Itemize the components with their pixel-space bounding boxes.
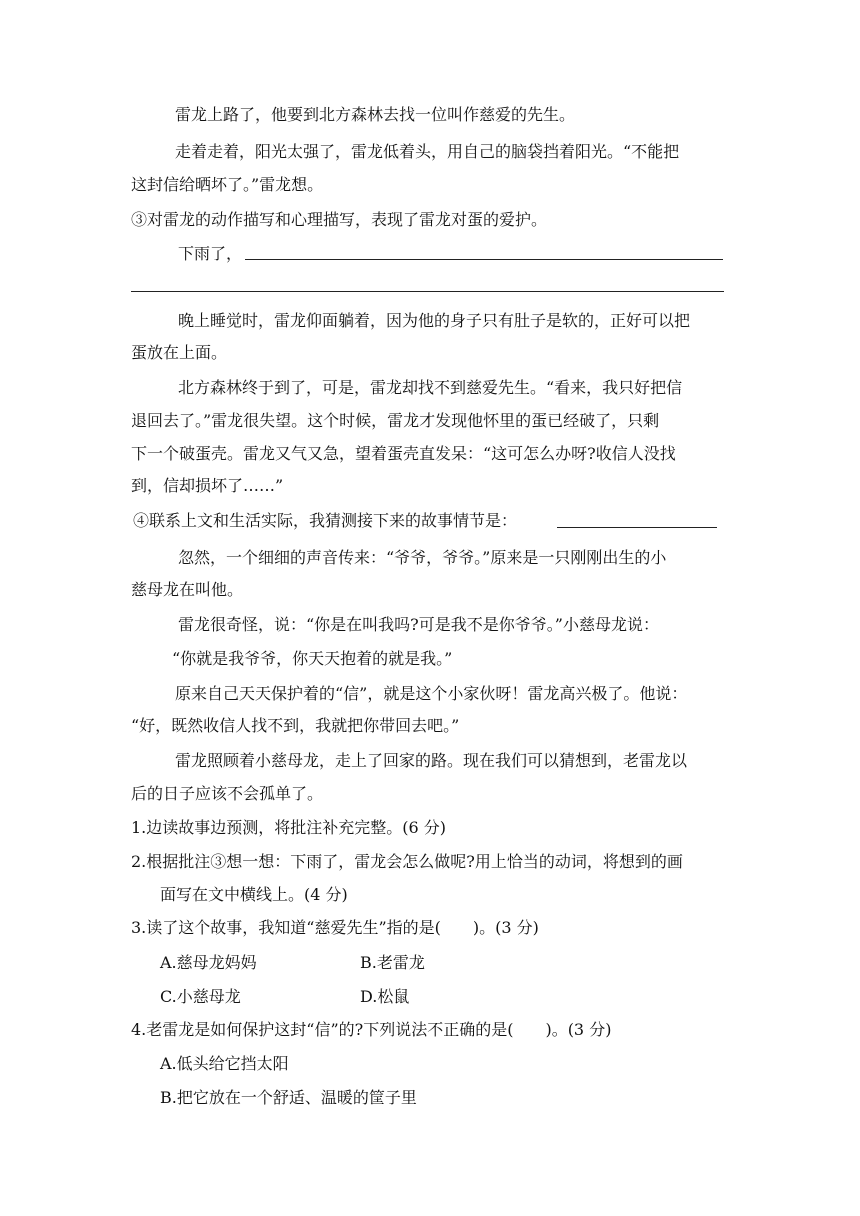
question-4-option-a[interactable]: A.低头给它挡太阳 — [160, 1054, 289, 1073]
question-1: 1.边读故事边预测，将批注补充完整。(6 分) — [131, 818, 447, 837]
story-paragraph-6-line-2: “你就是我爷爷，你天天抱着的就是我。” — [172, 649, 453, 668]
rain-prompt-label: 下雨了， — [178, 244, 243, 263]
story-paragraph-5-line-1: 忽然，一个细细的声音传来：“爷爷，爷爷。”原来是一只刚刚出生的小 — [178, 548, 667, 567]
question-2-line-1: 2.根据批注③想一想：下雨了，雷龙会怎么做呢?用上恰当的动词，将想到的画 — [131, 852, 683, 871]
question-3-option-c[interactable]: C.小慈母龙 — [160, 987, 241, 1006]
story-paragraph-2-line-2: 这封信给晒坏了。”雷龙想。 — [131, 175, 324, 194]
question-3-option-b[interactable]: B.老雷龙 — [360, 953, 425, 972]
story-paragraph-3-line-2: 蛋放在上面。 — [131, 343, 228, 362]
question-4: 4.老雷龙是如何保护这封“信”的?下列说法不正确的是( )。(3 分) — [131, 1020, 612, 1039]
question-3-option-d[interactable]: D.松鼠 — [360, 987, 410, 1006]
annotation-4-answer-blank[interactable] — [557, 527, 717, 528]
question-2-line-2: 面写在文中横线上。(4 分) — [160, 885, 348, 904]
story-paragraph-4-line-2: 退回去了。”雷龙很失望。这个时候，雷龙才发现他怀里的蛋已经破了，只剩 — [131, 411, 660, 430]
story-paragraph-4-line-3: 下一个破蛋壳。雷龙又气又急，望着蛋壳直发呆：“这可怎么办呀?收信人没找 — [131, 444, 676, 463]
annotation-4: ④联系上文和生活实际，我猜测接下来的故事情节是： — [133, 511, 518, 530]
story-paragraph-3-line-1: 晚上睡觉时，雷龙仰面躺着，因为他的身子只有肚子是软的，正好可以把 — [178, 311, 691, 330]
rain-answer-blank-line-2[interactable] — [131, 291, 724, 292]
rain-answer-blank-line-1[interactable] — [245, 259, 723, 260]
story-paragraph-7-line-1: 原来自己天天保护着的“信”，就是这个小家伙呀！雷龙高兴极了。他说： — [175, 684, 688, 703]
story-paragraph-6-line-1: 雷龙很奇怪，说：“你是在叫我吗?可是我不是你爷爷。”小慈母龙说： — [178, 615, 659, 634]
story-paragraph-1: 雷龙上路了，他要到北方森林去找一位叫作慈爱的先生。 — [175, 105, 576, 124]
story-paragraph-4-line-1: 北方森林终于到了，可是，雷龙却找不到慈爱先生。“看来，我只好把信 — [178, 378, 683, 397]
annotation-3: ③对雷龙的动作描写和心理描写，表现了雷龙对蛋的爱护。 — [131, 210, 548, 229]
story-paragraph-4-line-4: 到，信却损坏了……” — [131, 476, 284, 495]
question-4-option-b[interactable]: B.把它放在一个舒适、温暖的筐子里 — [160, 1088, 417, 1107]
story-paragraph-5-line-2: 慈母龙在叫他。 — [131, 580, 244, 599]
question-3-option-a[interactable]: A.慈母龙妈妈 — [160, 953, 257, 972]
story-paragraph-7-line-2: “好，既然收信人找不到，我就把你带回去吧。” — [131, 716, 460, 735]
story-paragraph-2-line-1: 走着走着，阳光太强了，雷龙低着头，用自己的脑袋挡着阳光。“不能把 — [175, 142, 680, 161]
story-paragraph-8-line-1: 雷龙照顾着小慈母龙，走上了回家的路。现在我们可以猜想到，老雷龙以 — [175, 751, 688, 770]
question-3: 3.读了这个故事，我知道“慈爱先生”指的是( )。(3 分) — [131, 918, 539, 937]
story-paragraph-8-line-2: 后的日子应该不会孤单了。 — [131, 784, 324, 803]
